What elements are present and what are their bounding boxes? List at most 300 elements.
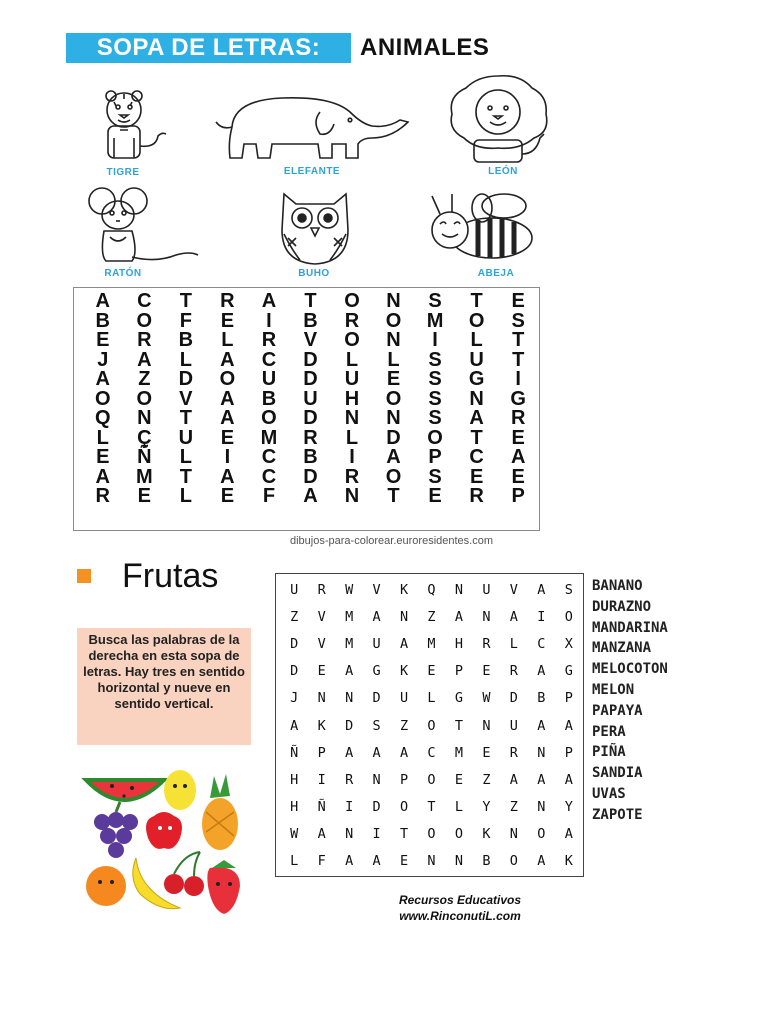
fruit-grid-cell: A	[290, 717, 300, 734]
animal-grid-cell: H	[344, 387, 360, 410]
animal-grid-cell: E	[511, 290, 525, 313]
fruit-grid-row	[281, 658, 583, 685]
fruit-grid-row	[281, 766, 583, 793]
animal-grid-cell: A	[469, 407, 484, 430]
section-title-frutas: Frutas	[122, 557, 219, 595]
fruit-grid-cell: U	[372, 635, 382, 652]
fruit-grid-cell: E	[482, 663, 492, 680]
fruit-grid-cell: Y	[482, 799, 492, 816]
animal-grid-cell: C	[261, 348, 277, 371]
fruit-word: SANDIA	[592, 765, 643, 782]
fruit-word: ZAPOTE	[592, 806, 643, 823]
fruits-illustration	[80, 762, 250, 920]
fruit-grid-cell: I	[537, 608, 547, 625]
fruit-grid-cell: A	[509, 771, 519, 788]
animal-grid-cell: Q	[94, 407, 111, 430]
animal-label-elefante: ELEFANTE	[283, 166, 341, 177]
fruit-grid-cell: D	[290, 635, 300, 652]
fruit-grid-row	[281, 630, 583, 657]
animal-grid-row	[82, 292, 539, 312]
animal-grid-cell: I	[266, 309, 272, 332]
fruit-grid-row	[281, 603, 583, 630]
fruit-grid-cell: V	[372, 581, 382, 598]
animal-grid-cell: B	[95, 309, 110, 332]
fruit-grid-cell: W	[290, 826, 300, 843]
animal-grid-cell: T	[512, 348, 525, 371]
animal-grid-cell: L	[96, 426, 109, 449]
animal-grid-cell: E	[511, 426, 525, 449]
fruit-grid-cell: U	[290, 581, 300, 598]
animal-grid-cell: O	[385, 387, 402, 410]
fruit-word: BANANO	[592, 578, 643, 594]
fruit-grid-cell: B	[482, 853, 492, 870]
fruit-grid-cell: U	[482, 581, 492, 598]
animal-grid-cell: E	[220, 485, 235, 508]
fruit-grid-cell: D	[290, 663, 300, 680]
fruit-grid-cell: D	[372, 690, 382, 707]
fruit-grid-table	[281, 576, 583, 875]
animal-label-leon: LEÓN	[488, 166, 518, 177]
fruit-grid-cell: L	[454, 799, 465, 816]
animal-grid-cell: D	[303, 465, 318, 488]
fruit-grid-cell: B	[537, 690, 547, 707]
fruit-grid-cell: O	[509, 853, 519, 870]
fruit-grid-cell: O	[537, 826, 547, 843]
fruit-grid-cell: E	[317, 663, 327, 680]
fruit-grid-cell: V	[509, 581, 519, 598]
fruit-grid-cell: T	[399, 826, 410, 843]
fruit-grid-cell: L	[290, 853, 300, 870]
animal-grid-cell: C	[469, 446, 484, 469]
animal-grid-cell: R	[469, 485, 484, 508]
animal-grid-cell: N	[386, 407, 401, 430]
fruit-grid-cell: O	[454, 826, 465, 843]
fruit-grid-cell: V	[317, 608, 327, 625]
fruit-grid-cell: C	[537, 635, 547, 652]
animal-grid-cell: A	[261, 290, 277, 313]
fruit-grid-cell: P	[564, 744, 574, 761]
fruit-grid-cell: T	[427, 799, 437, 816]
fruit-grid-cell: V	[317, 635, 327, 652]
fruit-grid-cell: H	[454, 635, 465, 652]
fruit-grid-cell: D	[509, 690, 519, 707]
animal-grid-cell: I	[349, 446, 355, 469]
fruit-grid-cell: R	[345, 771, 355, 788]
owl-icon	[276, 190, 354, 266]
animal-grid-cell: A	[303, 485, 318, 508]
animal-grid-cell: E	[96, 446, 110, 469]
animal-grid-cell: D	[303, 407, 318, 430]
fruit-grid-cell: K	[564, 853, 574, 870]
bullet-square	[77, 569, 91, 583]
fruit-grid-row	[281, 821, 583, 848]
animal-grid-cell: V	[179, 387, 193, 410]
animal-grid-cell: B	[303, 309, 318, 332]
fruit-grid-cell: M	[427, 635, 437, 652]
fruit-grid-cell: M	[345, 608, 355, 625]
animal-grid-cell: L	[179, 348, 192, 371]
animal-grid-row	[82, 312, 539, 332]
animal-grid-cell: U	[344, 368, 360, 391]
fruit-grid-cell: O	[427, 717, 437, 734]
fruit-grid-row	[281, 848, 583, 875]
animal-grid-cell: O	[344, 290, 360, 313]
animal-grid-cell: S	[428, 407, 442, 430]
animal-grid-row	[82, 409, 539, 429]
animal-grid-cell: A	[386, 446, 401, 469]
animal-grid-cell: P	[428, 446, 442, 469]
animal-grid-cell: U	[469, 348, 484, 371]
fruit-grid-cell: N	[454, 853, 465, 870]
animal-grid-cell: A	[220, 465, 235, 488]
animal-grid-cell: E	[511, 465, 525, 488]
animal-label-abeja: ABEJA	[477, 268, 515, 279]
animal-grid-cell: R	[344, 465, 360, 488]
animal-grid-cell: U	[178, 426, 194, 449]
fruit-grid-cell: N	[482, 608, 492, 625]
fruit-grid-cell: N	[454, 581, 465, 598]
animal-grid-cell: R	[220, 290, 235, 313]
animal-grid-cell: L	[345, 348, 359, 371]
fruit-grid-cell: O	[564, 608, 574, 625]
fruit-grid-cell: N	[399, 608, 410, 625]
fruit-grid-cell: N	[317, 690, 327, 707]
credit-fruits-line1: Recursos Educativos	[398, 893, 522, 907]
fruit-grid-cell: A	[537, 663, 547, 680]
animal-grid-row	[82, 448, 539, 468]
animal-grid-cell: A	[220, 387, 235, 410]
animal-grid-cell: L	[179, 446, 192, 469]
fruit-grid-cell: U	[509, 717, 519, 734]
animal-grid-cell: S	[428, 465, 442, 488]
fruit-grid-cell: A	[454, 608, 465, 625]
fruit-grid-cell: A	[372, 744, 382, 761]
fruit-grid-cell: W	[345, 581, 355, 598]
fruit-grid-cell: I	[317, 771, 327, 788]
animal-grid-cell: O	[261, 407, 277, 430]
fruit-word: UVAS	[592, 785, 626, 802]
animal-grid-cell: D	[303, 348, 318, 371]
animal-grid-cell: M	[260, 426, 278, 449]
fruit-grid-cell: X	[564, 635, 574, 652]
animal-grid-cell: N	[469, 387, 484, 410]
fruit-grid-cell: N	[372, 771, 382, 788]
fruit-grid-cell: N	[537, 799, 547, 816]
fruit-grid-cell: A	[345, 663, 355, 680]
animal-grid-cell: C	[137, 290, 152, 313]
instructions-box: Busca las palabras de la derecha en esta sopa de letras. Hay tres en sentido horizontal y nueve en sentido vertical.	[77, 628, 251, 745]
animal-grid-cell: O	[427, 426, 443, 449]
fruit-word: MELON	[592, 681, 635, 698]
animal-grid-cell: O	[219, 368, 236, 391]
animal-grid-cell: C	[261, 465, 277, 488]
fruit-grid-cell: K	[482, 826, 492, 843]
animal-grid-cell: Z	[138, 368, 151, 391]
animal-grid-cell: I	[432, 329, 438, 352]
animal-grid-cell: E	[137, 485, 151, 508]
fruit-grid-cell: U	[399, 690, 410, 707]
animal-grid-cell: B	[303, 446, 318, 469]
fruit-grid-cell: G	[372, 663, 382, 680]
animal-grid-cell: T	[179, 465, 192, 488]
fruit-grid-cell: J	[290, 690, 300, 707]
animal-grid-cell: L	[345, 426, 359, 449]
fruit-grid-cell: D	[345, 717, 355, 734]
animal-grid-cell: S	[428, 387, 442, 410]
fruit-grid-cell: Z	[290, 608, 300, 625]
fruit-grid-cell: Z	[509, 799, 519, 816]
animal-grid-cell: E	[220, 309, 235, 332]
fruit-grid-cell: L	[427, 690, 437, 707]
fruit-grid-cell: P	[317, 744, 327, 761]
fruit-grid-cell: E	[454, 771, 465, 788]
fruit-grid-cell: Z	[427, 608, 437, 625]
fruit-grid-cell: A	[345, 853, 355, 870]
animal-grid-cell: O	[94, 387, 111, 410]
fruit-grid-cell: N	[509, 826, 519, 843]
fruit-grid-cell: E	[427, 663, 437, 680]
fruit-grid-cell: P	[564, 690, 574, 707]
animal-grid-row	[82, 331, 539, 351]
animal-grid-cell: C	[261, 446, 277, 469]
fruit-word: DURAZNO	[592, 598, 652, 615]
animal-grid-row	[82, 370, 539, 390]
fruit-grid-cell: N	[345, 826, 355, 843]
fruit-grid-cell: W	[482, 690, 492, 707]
animal-grid-cell: E	[96, 329, 110, 352]
fruit-grid-cell: O	[427, 771, 437, 788]
fruit-grid-cell: R	[509, 744, 519, 761]
animal-grid-cell: N	[386, 290, 401, 313]
animal-grid-cell: L	[179, 485, 192, 508]
fruit-grid-cell: R	[482, 635, 492, 652]
animal-grid-cell: R	[261, 329, 277, 352]
fruit-grid-cell: S	[564, 581, 574, 598]
animal-grid-cell: B	[261, 387, 277, 410]
animal-grid-cell: T	[304, 290, 317, 313]
fruit-grid-cell: A	[537, 853, 547, 870]
fruit-grid-cell: H	[290, 799, 300, 816]
fruit-grid-cell: A	[372, 853, 382, 870]
animal-grid-cell: A	[95, 290, 110, 313]
credit-fruits	[380, 892, 540, 924]
animal-grid-cell: V	[303, 329, 318, 352]
animal-grid-cell: I	[515, 368, 521, 391]
fruit-grid-cell: M	[345, 635, 355, 652]
fruit-grid-cell: K	[399, 581, 410, 598]
animal-grid-cell: T	[512, 329, 525, 352]
animal-grid-cell: Ç	[137, 426, 152, 449]
fruit-grid-cell: G	[454, 690, 465, 707]
animal-grid-cell: L	[221, 329, 234, 352]
animal-grid-cell: O	[136, 387, 153, 410]
animal-grid-cell: B	[178, 329, 194, 352]
animal-grid-cell: F	[179, 309, 192, 332]
fruit-word-list	[592, 576, 668, 826]
animal-grid-cell: L	[387, 348, 400, 371]
fruit-grid-cell: R	[317, 581, 327, 598]
fruit-grid-cell: A	[345, 744, 355, 761]
animal-label-tigre: TIGRE	[106, 167, 140, 178]
animal-grid-cell: N	[137, 407, 152, 430]
fruit-grid-cell: A	[399, 744, 410, 761]
bee-icon	[426, 190, 538, 264]
animal-grid-cell: I	[224, 446, 231, 469]
fruit-grid-cell: I	[345, 799, 355, 816]
fruit-grid-cell: N	[537, 744, 547, 761]
fruit-grid-cell: O	[427, 826, 437, 843]
fruit-grid-cell: A	[564, 826, 574, 843]
fruit-word-search-grid	[275, 573, 584, 877]
animal-grid-table	[82, 292, 539, 507]
fruit-grid-cell: S	[372, 717, 382, 734]
animal-grid-cell: N	[344, 407, 360, 430]
fruit-grid-cell: A	[537, 771, 547, 788]
animal-grid-cell: D	[178, 368, 194, 391]
animal-grid-cell: T	[179, 407, 192, 430]
fruit-grid-cell: A	[537, 717, 547, 734]
fruit-grid-cell: K	[399, 663, 410, 680]
animal-grid-cell: O	[344, 329, 360, 352]
animal-grid-cell: A	[95, 368, 110, 391]
fruit-grid-row	[281, 576, 583, 603]
animal-grid-cell: P	[511, 485, 525, 508]
animal-grid-row	[82, 468, 539, 488]
fruit-grid-cell: C	[427, 744, 437, 761]
animal-grid-cell: M	[135, 465, 153, 488]
fruit-grid-cell: P	[454, 663, 465, 680]
animal-grid-row	[82, 390, 539, 410]
credit-fruits-line2: www.RinconutiL.com	[399, 909, 521, 923]
fruit-word: PIÑA	[592, 744, 626, 761]
animal-grid-cell: A	[220, 348, 235, 371]
animal-grid-cell: T	[179, 290, 192, 313]
animal-grid-cell: N	[344, 485, 360, 508]
fruit-grid-cell: Ñ	[317, 799, 327, 816]
animal-grid-cell: O	[468, 309, 485, 332]
animal-grid-cell: A	[510, 446, 526, 469]
fruit-grid-cell: T	[454, 717, 465, 734]
fruit-grid-cell: N	[427, 853, 437, 870]
fruit-grid-cell: I	[372, 826, 382, 843]
animal-grid-cell: T	[470, 426, 483, 449]
fruit-grid-cell: H	[290, 771, 300, 788]
animal-grid-cell: M	[426, 309, 444, 332]
fruit-grid-cell: G	[564, 663, 574, 680]
animal-grid-cell: Ñ	[137, 446, 152, 469]
animal-grid-cell: F	[262, 485, 276, 508]
fruit-grid-row	[281, 712, 583, 739]
animal-grid-cell: S	[428, 348, 442, 371]
animal-grid-row	[82, 487, 539, 507]
fruit-grid-cell: Y	[564, 799, 574, 816]
fruit-grid-cell: O	[399, 799, 410, 816]
animal-word-search-grid	[73, 287, 540, 531]
fruit-grid-cell: A	[317, 826, 327, 843]
animal-grid-cell: O	[136, 309, 153, 332]
animal-grid-cell: T	[387, 485, 400, 508]
animal-grid-cell: N	[386, 329, 401, 352]
animal-grid-cell: T	[470, 290, 483, 313]
fruit-grid-cell: A	[509, 608, 519, 625]
animal-grid-cell: U	[261, 368, 277, 391]
fruit-grid-cell: Z	[399, 717, 410, 734]
animal-grid-cell: E	[469, 465, 484, 488]
fruit-grid-cell: E	[482, 744, 492, 761]
credit-animals: dibujos-para-colorear.euroresidentes.com	[290, 535, 493, 547]
elephant-icon	[212, 92, 417, 162]
mouse-icon	[86, 185, 204, 265]
fruit-grid-row	[281, 685, 583, 712]
fruit-grid-cell: N	[345, 690, 355, 707]
animal-grid-cell: O	[385, 465, 402, 488]
animal-grid-cell: E	[428, 485, 442, 508]
fruit-word: MANDARINA	[592, 619, 668, 636]
animal-grid-cell: R	[510, 407, 526, 430]
fruit-grid-cell: A	[564, 717, 574, 734]
tiger-icon	[86, 88, 178, 168]
animal-grid-cell: S	[511, 309, 525, 332]
fruit-grid-cell: K	[317, 717, 327, 734]
title-highlight: SOPA DE LETRAS:	[66, 33, 351, 63]
fruit-grid-cell: Z	[482, 771, 492, 788]
fruit-grid-cell: E	[399, 853, 410, 870]
fruit-grid-cell: P	[399, 771, 410, 788]
animal-grid-cell: E	[386, 368, 401, 391]
animal-grid-cell: G	[468, 368, 485, 391]
fruit-word: PERA	[592, 723, 626, 740]
animal-grid-cell: R	[137, 329, 152, 352]
animal-grid-cell: A	[95, 465, 110, 488]
animal-label-raton: RATÓN	[104, 268, 142, 279]
animal-grid-cell: D	[386, 426, 401, 449]
fruit-grid-cell: D	[372, 799, 382, 816]
fruit-grid-cell: A	[564, 771, 574, 788]
title-rest: ANIMALES	[360, 34, 490, 61]
fruit-grid-cell: N	[482, 717, 492, 734]
animal-grid-cell: O	[385, 309, 402, 332]
fruit-grid-cell: M	[454, 744, 465, 761]
animal-grid-cell: R	[303, 426, 318, 449]
fruit-grid-cell: R	[509, 663, 519, 680]
fruit-grid-cell: Ñ	[290, 744, 300, 761]
animal-grid-row	[82, 351, 539, 371]
fruit-grid-cell: Q	[427, 581, 437, 598]
animal-grid-cell: A	[137, 348, 152, 371]
fruit-grid-cell: A	[537, 581, 547, 598]
fruit-word: PAPAYA	[592, 702, 643, 719]
animal-grid-cell: S	[428, 368, 442, 391]
lion-icon	[440, 72, 560, 166]
fruit-grid-row	[281, 739, 583, 766]
fruit-grid-cell: F	[317, 853, 327, 870]
animal-grid-cell: J	[97, 348, 109, 371]
animal-grid-cell: U	[303, 387, 318, 410]
fruit-word: MELOCOTON	[592, 661, 668, 678]
animal-grid-cell: D	[303, 368, 318, 391]
animal-grid-cell: L	[470, 329, 483, 352]
animal-grid-cell: S	[428, 290, 442, 313]
fruit-grid-cell: L	[509, 635, 519, 652]
animal-grid-cell: G	[510, 387, 526, 410]
animal-label-buho: BUHO	[298, 268, 330, 279]
animal-grid-cell: R	[344, 309, 360, 332]
animal-grid-cell: A	[220, 407, 235, 430]
fruit-word: MANZANA	[592, 640, 652, 657]
fruit-grid-cell: A	[399, 635, 410, 652]
animal-grid-cell: R	[95, 485, 110, 508]
fruit-grid-row	[281, 794, 583, 821]
